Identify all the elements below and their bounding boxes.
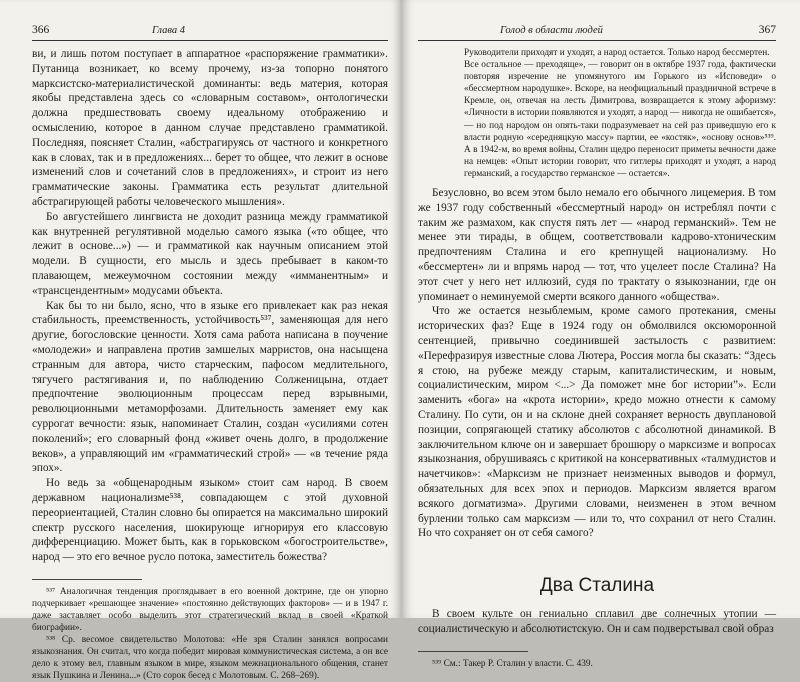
paragraph: Как бы то ни было, ясно, что в языке его привлекает как раз некая стабильность, преемственность, устойчивость⁵³⁷, заменяющая для него другие, богословские ценности. Хотя сама работа написана в поучение «молодежи» и направлена против замшелых марристов, она насыщена странным для автора, чисто старческим, пафосом медлительного, тягучего растягивания и, по наблюдению Солженицына, отдает предпочтение эволюционным процессам перед взрывными, революционными метаморфозами. Длительность заменяет ему как суррогат вечности: язык, напоминает Сталин, создан «усилиями сотен поколений»; его словарный фонд «живет очень долго, в продолжение веков», а управляющий им «грамматический строй» — «в течение ряда эпох». [32,299,388,475]
page-number: 366 [32,24,50,36]
page-number: 367 [758,24,776,36]
block-quote [418,47,776,180]
quote-line: Руководители приходят и уходят, а народ остается. Только народ бессмертен. [464,48,770,58]
paragraph: В своем культе он гениально сплавил две солнечных утопии — социалистическую и абсолютистскую. Он и сам подверстывал свой образ [418,608,776,635]
right-page [402,0,800,669]
footnote: ⁵³⁹ См.: Такер Р. Сталин у власти. С. 439. [432,658,593,669]
page-header [32,24,388,41]
footnote: ⁵³⁷ Аналогичная тенденция проглядывает в его военной доктрине, где он упорно подчеркивает «решающее значение» «постоянно действующих факторов» — и в 1947 г. даже заставляет особо выделить этот стратегический вклад в своей «Краткой биографии». [32,586,388,633]
running-head: Голод в области людей [500,25,603,36]
quote-line: Все остальное — преходяще», — говорит он в октябре 1937 года, фактически повторяя изречение не упомянутого им Горького из «Исповеди» о «бессмертном народушке». Вскоре, на неофициальный праздничной встрече в Кремле, он, отвечая на лесть Димитрова, возвращается к этому афоризму: «Личности в истории появляются и уходят, а народ — никогда не ошибается», — но под народом он опять-таки подразумевает на сей раз приведшую его к власти родную «середняцкую массу» партии, ее «костяк», «основу основ»⁵³⁹. А в 1942-м, во время войны, Сталин щедро переносит приметы вечности даже на немцев: «Опыт истории говорит, что гитлеры приходят и уходят, а народ германский, а государство германское — остается». [464,60,776,179]
paragraph: Но ведь за «общенародным языком» стоит сам народ. В своем державном национализме⁵³⁸, совпадающем с этой духовной переориентацией, Сталин словно бы опирается на максимально широкий спектр русского населения, шокирующе игнорируя его классовую дифференциацию. Может быть, как в горьковском «богостроительстве», народ — это его вечное русло потока, заместитель божества? [32,477,388,564]
footnote: ⁵³⁸ Ср. весомое свидетельство Молотова: «Не зря Сталин занялся вопросами языкознания. Он считал, что когда победит мировая коммунистическая система, а он все дело к этому вел, главным языком в мире, языком межнационального общения, станет язык Пушкина и Ленина...» (Сто сорок бесед с Молотовым. С. 268–269). [32,634,388,681]
footnote-rule [32,579,142,580]
section-title: Два Сталина [539,575,655,597]
running-head: Глава 4 [152,25,185,36]
paragraph: Безусловно, во всем этом было немало его обычного лицемерия. В том же 1937 году собственный «бессмертный народ» он истреблял почти с таким же размахом, как спустя пять лет — «народ германский». Тем не менее эти тирады, в общем, соответствовали кадрово-хтоническим предпочтениям Сталина и его крепнущей национализму. Но «бессмертен» ли и впрямь народ — тот, что уцелеет после Сталина? На этот счет у него нет иллюзий, судя по трактату о языкознании, где он упоминает о неминуемой смерти всякого данного «общества». [418,187,776,303]
paragraph: Что же остается незыблемым, кроме самого протекания, смены исторических фаз? Еще в 1924 году он обмолвился оксюморонной сентенцией, привычно соединившей застылость с развитием: «Перефразируя известные слова Лютера, Россия могла бы сказать: “Здесь я стою, на рубеже между старым, капиталистическим, и новым, социалистическим, миром <...> Да поможет мне бог истории”». Если заменить «бога» на «крота истории», кредо можно отнести к самому Сталину. По сути, он и на склоне дней сохраняет верность двуплановой позиции, сопрягающей статику абсолютов с абсолютной динамикой. В заключительном ключе он и завершает брошюру о марксизме и вопросах языкознания, обрушиваясь с критикой на консервативных «талмудистов и начетчиков»: «Марксизм не признает неизменных выводов и формул, обязательных для всех эпох и периодов. Марксизм является врагом всякого догматизма». Другими словами, неизменен в этом вечном бурлении только сам марксизм — или то, что сохранил от него Сталин. Но что сохраняет он от себя самого? [418,305,776,540]
page-header [418,24,776,41]
paragraph: Бо августейшего лингвиста не доходит разница между грамматикой как внутренней регулятивной моделью самого языка («то общее, что лежит в основе...») — и грамматикой как научным описанием этой модели. В сущности, его мысль и здесь пребывает в каком-то плавающем, межеумочном состоянии между «имманентным» и «трансцендентным» модусами объекта. [32,210,388,297]
paragraph: ви, и лишь потом поступает в аппаратное «распоряжение грамматики». Путаница возникает, ко всему прочему, из-за топорно понятого марксистско-материалистической доминанты: ведь материя, которая якобы представлена здесь со «словарным составом», онтологически должна предшествовать своему идеальному отображению и осмыслению, которое в данном случае представлено грамматикой. Последняя, поясняет Сталин, «абстрагируясь от частного и конкретного как в словах, так и в предложениях... берет то общее, что лежит в основе изменений слов и сочетаний слов в предложениях», и строит из него грамматические законы. Грамматика есть результат длительной абстрагирующей работы человеческого мышления». [32,48,388,208]
footnote-rule [418,651,528,652]
